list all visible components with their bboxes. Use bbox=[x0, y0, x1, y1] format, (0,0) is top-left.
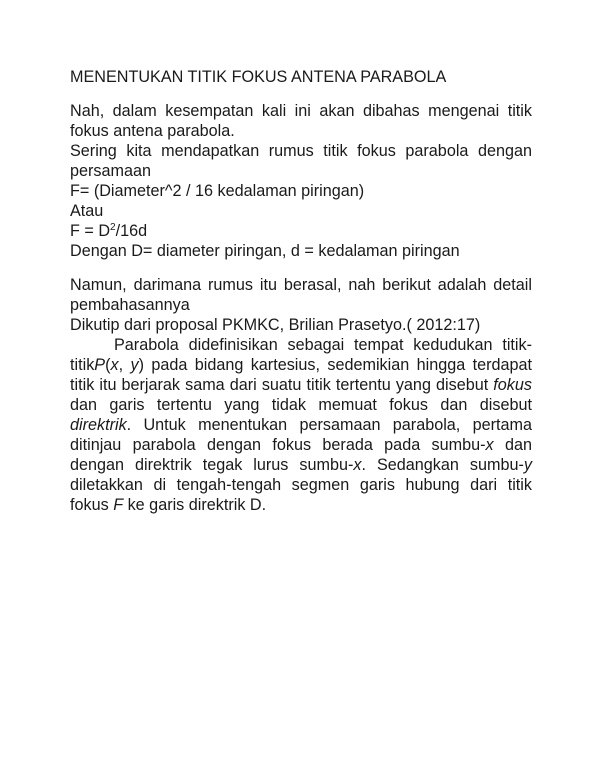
math-var: F bbox=[113, 496, 124, 514]
formula2-prefix: F = D bbox=[70, 222, 111, 240]
body-text: . Untuk menentukan persamaan parabola, pertama ditinjau parabola dengan fokus berada pada sumbu- bbox=[70, 416, 532, 454]
document-title: MENENTUKAN TITIK FOKUS ANTENA PARABOLA bbox=[70, 68, 447, 86]
term-fokus: fokus bbox=[493, 376, 532, 394]
formula2-suffix: /16d bbox=[115, 222, 148, 240]
namun-paragraph: Namun, darimana rumus itu berasal, nah berikut adalah detail pembahasannya bbox=[70, 276, 532, 314]
math-var: P bbox=[94, 356, 106, 374]
math-var: x bbox=[110, 356, 119, 374]
formula-line-1: F= (Diameter^2 / 16 kedalaman piringan) bbox=[70, 182, 365, 200]
definition-paragraph bbox=[70, 335, 532, 515]
sering-paragraph: Sering kita mendapatkan rumus titik fokus parabola dengan persamaan bbox=[70, 142, 532, 180]
formula-line-2 bbox=[70, 221, 532, 241]
formula2-superscript: 2 bbox=[110, 222, 116, 233]
body-text: ) pada bidang kartesius, sedemikian hingga terdapat titik itu berjarak sama dari suatu titik tertentu yang disebut bbox=[70, 356, 533, 394]
body-text: Parabola didefinisikan sebagai tempat kedudukan titik-titik bbox=[70, 336, 532, 374]
term-direktrik: direktrik bbox=[70, 416, 127, 434]
body-text: . Sedangkan sumbu- bbox=[361, 456, 524, 474]
atau-line: Atau bbox=[70, 202, 104, 220]
body-text: diletakkan di tengah-tengah segmen garis hubung dari titik fokus bbox=[70, 476, 532, 514]
body-text: ke garis direktrik D. bbox=[123, 496, 267, 514]
math-var: y bbox=[130, 356, 139, 374]
math-var: x bbox=[485, 436, 494, 454]
body-text: dan garis tertentu yang tidak memuat fokus dan disebut bbox=[70, 396, 532, 414]
math-var: y bbox=[523, 456, 532, 474]
citation-line: Dikutip dari proposal PKMKC, Brilian Prasetyo.( 2012:17) bbox=[70, 316, 481, 334]
body-text: dan dengan direktrik tegak lurus sumbu- bbox=[70, 436, 532, 474]
dengan-line: Dengan D= diameter piringan, d = kedalaman piringan bbox=[70, 242, 460, 260]
math-var: x bbox=[353, 456, 362, 474]
document-page bbox=[70, 67, 532, 515]
intro-paragraph: Nah, dalam kesempatan kali ini akan dibahas mengenai titik fokus antena parabola. bbox=[70, 102, 532, 140]
body-text: ( bbox=[105, 356, 111, 374]
body-text: , bbox=[118, 356, 131, 374]
